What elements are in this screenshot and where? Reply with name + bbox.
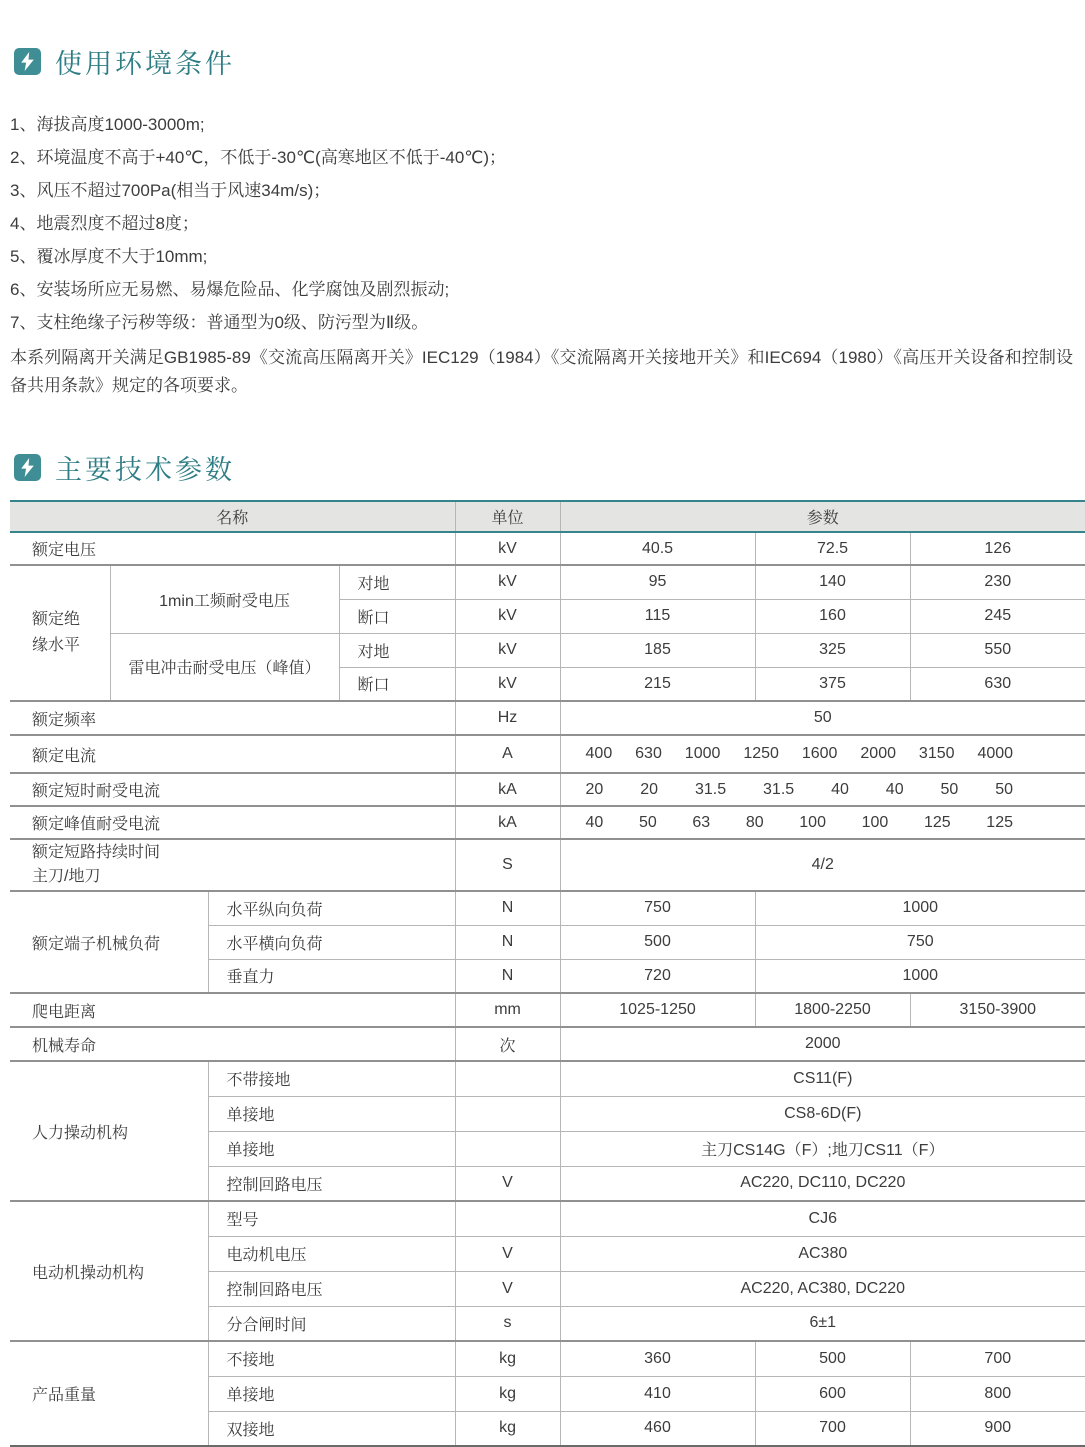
value-cell: 40.5 (560, 532, 755, 565)
unit-cell: kg (455, 1341, 560, 1376)
unit-cell: Hz (455, 701, 560, 735)
table-row (10, 773, 1085, 806)
value-cell: CJ6 (560, 1201, 1085, 1236)
section-title: 主要技术参数 (55, 455, 235, 485)
value-cell: CS8-6D(F) (560, 1096, 1085, 1131)
unit-cell: N (455, 891, 560, 925)
unit-cell: kV (455, 565, 560, 599)
table-row (10, 891, 1085, 925)
row-label: 不接地 (208, 1341, 455, 1376)
list-item: 6、安装场所应无易燃、易爆危险品、化学腐蚀及剧烈振动; (10, 280, 450, 299)
unit-cell: kg (455, 1411, 560, 1446)
value-cell: 245 (910, 599, 1085, 633)
value-cell: 1800-2250 (755, 993, 910, 1027)
value-cell: 325 (755, 633, 910, 667)
environment-conditions-list (10, 108, 1085, 339)
row-label: 型号 (208, 1201, 455, 1236)
row-label: 控制回路电压 (208, 1271, 455, 1306)
row-label: 对地 (339, 633, 455, 667)
list-item: 7、支柱绝缘子污秽等级：普通型为0级、防污型为Ⅱ级。 (10, 313, 429, 332)
list-item: 4、地震烈度不超过8度； (10, 214, 199, 233)
column-header-unit: 单位 (455, 501, 560, 532)
table-row (10, 701, 1085, 735)
value-cell: AC220, DC110, DC220 (560, 1166, 1085, 1201)
unit-cell (455, 1061, 560, 1096)
value-cell: 6±1 (560, 1306, 1085, 1341)
parameters-table (10, 500, 1085, 1447)
column-header-name: 名称 (216, 510, 249, 527)
unit-cell: S (455, 839, 560, 891)
value-cell: 185 (560, 633, 755, 667)
value-cell: 2000 (560, 1027, 1085, 1061)
table-row (10, 806, 1085, 839)
row-label: 水平纵向负荷 (208, 891, 455, 925)
value-cell: 500 (755, 1341, 910, 1376)
row-label: 双接地 (208, 1411, 455, 1446)
group-label: 产品重量 (32, 1387, 97, 1404)
value-cell: 600 (755, 1376, 910, 1411)
table-header-row (10, 501, 1085, 532)
group-label: 电动机操动机构 (32, 1264, 145, 1282)
standards-note: 本系列隔离开关满足GB1985-89《交流高压隔离开关》IEC129（1984）《交流隔离开关接地开关》和IEC694（1980）《高压开关设备和控制设备共用条款》规定的各项要求。 (10, 348, 1073, 395)
table-row (10, 1061, 1085, 1096)
value-cell: 140 (755, 565, 910, 599)
row-label: 分合闸时间 (208, 1306, 455, 1341)
table-row (10, 633, 1085, 667)
row-label: 额定电压 (32, 542, 97, 559)
value-cell: 720 (560, 959, 755, 993)
row-label: 不带接地 (208, 1061, 455, 1096)
value-cell: 215 (560, 667, 755, 701)
row-label: 电动机电压 (208, 1236, 455, 1271)
value-cell: 750 (560, 891, 755, 925)
column-header-param: 参数 (560, 501, 1085, 532)
row-label: 单接地 (208, 1131, 455, 1166)
group-label: 人力操动机构 (32, 1124, 129, 1142)
row-label: 单接地 (208, 1376, 455, 1411)
row-label: 机械寿命 (32, 1037, 97, 1055)
value-cell: 50 (560, 701, 1085, 735)
unit-cell: kV (455, 633, 560, 667)
unit-cell: kV (455, 599, 560, 633)
section-header-environment (14, 0, 1085, 81)
table-row (10, 735, 1085, 773)
value-cell: 500 (560, 925, 755, 959)
value-cell: 95 (560, 565, 755, 599)
value-cell: 800 (910, 1376, 1085, 1411)
row-label: 爬电距离 (32, 1003, 97, 1021)
unit-cell: kA (455, 806, 560, 839)
unit-cell (455, 1201, 560, 1236)
unit-cell: kA (455, 773, 560, 806)
unit-cell: kV (455, 532, 560, 565)
value-cell: 630 (910, 667, 1085, 701)
row-label: 额定频率 (32, 711, 97, 729)
value-cell: 375 (755, 667, 910, 701)
row-label: 断口 (339, 667, 455, 701)
group-label: 额定端子机械负荷 (32, 935, 161, 953)
value-cell: 550 (910, 633, 1085, 667)
value-cell: 410 (560, 1376, 755, 1411)
value-cell: 主刀CS14G（F）;地刀CS11（F） (560, 1131, 1085, 1166)
value-cell: 72.5 (755, 532, 910, 565)
value-cell: 230 (910, 565, 1085, 599)
table-row (10, 1027, 1085, 1061)
value-cell: CS11(F) (560, 1061, 1085, 1096)
unit-cell (455, 1096, 560, 1131)
section-title: 使用环境条件 (55, 49, 235, 79)
row-label: 对地 (339, 565, 455, 599)
unit-cell: s (455, 1306, 560, 1341)
unit-cell: V (455, 1236, 560, 1271)
value-cell: 1000 (755, 891, 1085, 925)
unit-cell: 次 (455, 1027, 560, 1061)
row-label: 额定短路持续时间 主刀/地刀 (32, 844, 161, 885)
value-cell: 1000 (755, 959, 1085, 993)
list-item: 5、覆冰厚度不大于10mm; (10, 247, 208, 266)
row-label: 单接地 (208, 1096, 455, 1131)
unit-cell: N (455, 925, 560, 959)
table-row (10, 839, 1085, 891)
row-label: 额定电流 (32, 747, 97, 765)
lightning-icon (14, 454, 41, 481)
row-label: 控制回路电压 (208, 1166, 455, 1201)
value-cell: 700 (910, 1341, 1085, 1376)
value-cell: 400 630 1000 1250 1600 2000 3150 4000 (560, 735, 1085, 773)
table-row (10, 1341, 1085, 1376)
value-cell: 20 20 31.5 31.5 40 40 50 50 (560, 773, 1085, 806)
section-header-parameters (14, 448, 1085, 487)
unit-cell: N (455, 959, 560, 993)
list-item: 2、环境温度不高于+40℃，不低于-30℃(高寒地区不低于-40℃)； (10, 148, 507, 167)
value-cell: AC380 (560, 1236, 1085, 1271)
value-cell: 115 (560, 599, 755, 633)
unit-cell: A (455, 735, 560, 773)
value-cell: 700 (755, 1411, 910, 1446)
row-label: 额定峰值耐受电流 (32, 816, 161, 833)
unit-cell: V (455, 1166, 560, 1201)
table-row (10, 532, 1085, 565)
lightning-icon (14, 48, 41, 75)
value-cell: 3150-3900 (910, 993, 1085, 1027)
unit-cell: mm (455, 993, 560, 1027)
table-row (10, 993, 1085, 1027)
value-cell: 460 (560, 1411, 755, 1446)
unit-cell: kg (455, 1376, 560, 1411)
value-cell: 40 50 63 80 100 100 125 125 (560, 806, 1085, 839)
group-label: 额定绝缘水平 (32, 611, 81, 654)
list-item: 1、海拔高度1000-3000m; (10, 115, 205, 134)
sub-group-label: 雷电冲击耐受电压（峰值） (110, 633, 339, 701)
unit-cell: V (455, 1271, 560, 1306)
table-row (10, 1201, 1085, 1236)
sub-group-label: 1min工频耐受电压 (110, 565, 339, 633)
value-cell: 900 (910, 1411, 1085, 1446)
value-cell: 4/2 (560, 839, 1085, 891)
unit-cell: kV (455, 667, 560, 701)
row-label: 断口 (339, 599, 455, 633)
value-cell: AC220, AC380, DC220 (560, 1271, 1085, 1306)
value-cell: 750 (755, 925, 1085, 959)
value-cell: 360 (560, 1341, 755, 1376)
table-row (10, 565, 1085, 599)
row-label: 额定短时耐受电流 (32, 783, 161, 800)
value-cell: 1025-1250 (560, 993, 755, 1027)
row-label: 水平横向负荷 (208, 925, 455, 959)
unit-cell (455, 1131, 560, 1166)
value-cell: 160 (755, 599, 910, 633)
value-cell: 126 (910, 532, 1085, 565)
row-label: 垂直力 (208, 959, 455, 993)
list-item: 3、风压不超过700Pa(相当于风速34m/s)； (10, 181, 331, 200)
